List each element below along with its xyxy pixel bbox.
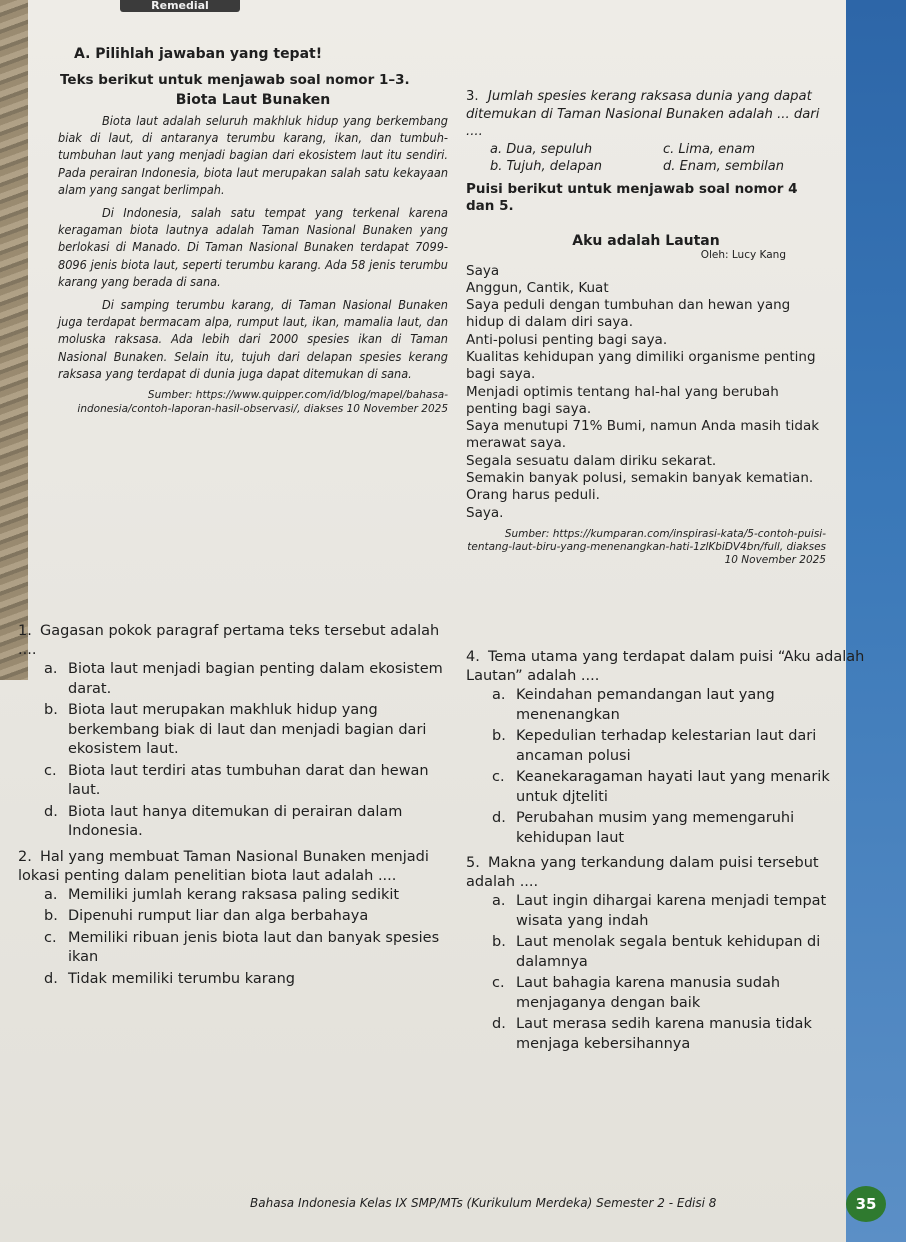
questions-left-column xyxy=(18,622,446,995)
option[interactable] xyxy=(18,701,446,760)
question-stem: Jumlah spesies kerang raksasa dunia yang dapat ditemukan di Taman Nasional Bunaken adalah ... dari .... xyxy=(466,89,820,139)
option[interactable] xyxy=(466,809,866,848)
questions-right-column xyxy=(466,648,866,1060)
poem-intro: Puisi berikut untuk menjawab soal nomor 4 dan 5. xyxy=(466,180,798,214)
page-number-badge: 35 xyxy=(846,1186,886,1222)
option-text: Biota laut menjadi bagian penting dalam ekosistem darat. xyxy=(68,661,443,697)
option-letter: d. xyxy=(492,810,506,826)
option-letter: a. xyxy=(492,893,506,909)
option-text: Laut menolak segala bentuk kehidupan di dalamnya xyxy=(516,934,821,970)
passage-source: Sumber: https://www.quipper.com/id/blog/mapel/bahasa-indonesia/contoh-laporan-hasil-observasi/, diakses 10 November 2025 xyxy=(77,389,448,416)
option[interactable] xyxy=(466,892,866,931)
poem-title: Aku adalah Lautan xyxy=(572,232,720,249)
option-text: Enam, sembilan xyxy=(679,158,784,174)
option[interactable] xyxy=(18,886,446,906)
passage-paragraph: Di samping terumbu karang, di Taman Nasional Bunaken juga terdapat bermacam alpa, rumput laut, ikan, mamalia laut, dan moluska raksasa. Ada lebih dari 2000 spesies ikan di Taman Nasional Bunaken. Selain itu, tujuh dari delapan spesies kerang raksasa yang terdapat di dunia juga dapat ditemukan di sana. xyxy=(58,297,448,381)
right-upper-column xyxy=(466,88,826,567)
option-text: Tidak memiliki terumbu karang xyxy=(68,970,295,987)
option-letter: a. xyxy=(44,661,58,677)
poem-source: Sumber: https://kumparan.com/inspirasi-kata/5-contoh-puisi-tentang-laut-biru-yang-menenangkan-hati-1zlKbiDV4bn/full, diakses 10 November 2025 xyxy=(467,527,826,566)
wooden-table-edge xyxy=(0,0,28,680)
option-letter: c. xyxy=(492,975,505,991)
option[interactable] xyxy=(18,762,446,801)
remedial-header-tag: Remedial xyxy=(120,0,240,12)
option-text: Biota laut merupakan makhluk hidup yang berkembang biak di laut dan menjadi bagian dari ekosistem laut. xyxy=(68,702,427,757)
question-number: 1. xyxy=(18,623,32,639)
question-number: 4. xyxy=(466,649,480,665)
question-3 xyxy=(466,88,826,141)
option-letter: a. xyxy=(492,687,506,703)
question-stem: Hal yang membuat Taman Nasional Bunaken menjadi lokasi penting dalam penelitian biota laut adalah .... xyxy=(18,848,429,884)
option-text: Kepedulian terhadap kelestarian laut dari ancaman polusi xyxy=(516,728,817,764)
option[interactable] xyxy=(663,158,826,175)
passage-paragraph: Biota laut adalah seluruh makhluk hidup yang berkembang biak di laut, di antaranya terumbu karang, ikan, dan tumbuh-tumbuhan laut yang menjadi bagian dari ekosistem laut itu sendiri. Pada perairan Indonesia, biota laut merupakan salah satu kekayaan alam yang sangat berlimpah. xyxy=(58,113,448,197)
option[interactable] xyxy=(466,1015,866,1054)
option-text: Laut ingin dihargai karena menjadi tempat wisata yang indah xyxy=(516,893,827,929)
option-letter: c. xyxy=(44,762,57,779)
poem-line: Saya peduli dengan tumbuhan dan hewan yang hidup di dalam diri saya. xyxy=(466,297,791,331)
option[interactable] xyxy=(18,970,446,990)
option-letter: b. xyxy=(490,158,503,174)
option[interactable] xyxy=(466,974,866,1013)
option[interactable] xyxy=(18,907,446,927)
option[interactable] xyxy=(466,768,866,807)
passage xyxy=(58,92,448,416)
question-1 xyxy=(18,622,446,842)
question-4 xyxy=(466,648,866,848)
question-5 xyxy=(466,854,866,1054)
question-number: 3. xyxy=(466,89,479,104)
poem-line: Segala sesuatu dalam diriku sekarat. xyxy=(466,452,717,469)
question-stem: Makna yang terkandung dalam puisi tersebut adalah .... xyxy=(466,855,819,890)
passage-title: Biota Laut Bunaken xyxy=(175,92,331,108)
question-2 xyxy=(18,848,446,990)
option[interactable] xyxy=(490,158,653,175)
option-letter: a. xyxy=(44,886,58,903)
option-text: Laut merasa sedih karena manusia tidak menjaga kebersihannya xyxy=(516,1016,812,1052)
poem-line: Saya menutupi 71% Bumi, namun Anda masih tidak merawat saya. xyxy=(466,418,820,452)
option-text: Laut bahagia karena manusia sudah menjaganya dengan baik xyxy=(516,975,781,1011)
option-letter: b. xyxy=(492,728,506,744)
option-letter: b. xyxy=(44,702,58,718)
option-text: Lima, enam xyxy=(678,141,756,157)
poem-line: Semakin banyak polusi, semakin banyak kematian. xyxy=(466,470,814,487)
option[interactable] xyxy=(490,141,653,158)
question-stem: Gagasan pokok paragraf pertama teks tersebut adalah .... xyxy=(18,623,440,658)
passage-intro: Teks berikut untuk menjawab soal nomor 1–3. xyxy=(60,72,410,88)
option-text: Dua, sepuluh xyxy=(506,141,593,157)
option[interactable] xyxy=(18,803,446,842)
question-stem: Tema utama yang terdapat dalam puisi “Aku adalah Lautan” adalah .... xyxy=(466,649,865,684)
poem-line: Saya xyxy=(466,262,500,279)
option-letter: d. xyxy=(492,1016,506,1032)
question-number: 5. xyxy=(466,855,480,871)
poem-body xyxy=(466,263,826,522)
question-3-options xyxy=(466,141,826,175)
option-text: Dipenuhi rumput liar dan alga berbahaya xyxy=(68,908,369,924)
option[interactable] xyxy=(466,686,866,725)
option[interactable] xyxy=(663,141,826,158)
option-letter: c. xyxy=(663,141,675,157)
question-number: 2. xyxy=(18,848,32,865)
poem-line: Orang harus peduli. xyxy=(466,487,600,504)
poem-line: Saya. xyxy=(466,504,504,521)
option[interactable] xyxy=(18,660,446,699)
poem-line: Anti-polusi penting bagi saya. xyxy=(466,331,668,348)
option-text: Keanekaragaman hayati laut yang menarik untuk djteliti xyxy=(516,769,830,805)
option-letter: c. xyxy=(44,929,57,946)
poem-line: Menjadi optimis tentang hal-hal yang berubah penting bagi saya. xyxy=(466,383,779,417)
option-letter: b. xyxy=(44,908,58,924)
poem-author: Oleh: Lucy Kang xyxy=(700,248,786,261)
option-text: Tujuh, delapan xyxy=(506,158,603,174)
option[interactable] xyxy=(18,929,446,968)
book-footer: Bahasa Indonesia Kelas IX SMP/MTs (Kurikulum Merdeka) Semester 2 - Edisi 8 xyxy=(250,1196,717,1210)
option-letter: d. xyxy=(44,970,58,987)
passage-paragraph: Di Indonesia, salah satu tempat yang terkenal karena keragaman biota lautnya adalah Taman Nasional Bunaken yang berlokasi di Manado. Di Taman Nasional Bunaken terdapat 7099-8096 jenis biota laut, seperti terumbu karang. Ada 58 jenis terumbu karang yang berada di sana. xyxy=(58,205,448,289)
option-letter: c. xyxy=(492,769,505,785)
option[interactable] xyxy=(466,727,866,766)
poem-line: Kualitas kehidupan yang dimiliki organisme penting bagi saya. xyxy=(466,348,816,383)
option-text: Biota laut hanya ditemukan di perairan dalam Indonesia. xyxy=(68,803,403,839)
option-text: Perubahan musim yang memengaruhi kehidupan laut xyxy=(516,810,795,846)
option[interactable] xyxy=(466,933,866,972)
option-text: Keindahan pemandangan laut yang menenangkan xyxy=(516,687,775,723)
option-letter: d. xyxy=(663,158,676,174)
option-letter: a. xyxy=(490,141,503,157)
option-letter: d. xyxy=(44,803,58,820)
section-title: A. Pilihlah jawaban yang tepat! xyxy=(74,46,323,62)
poem-line: Anggun, Cantik, Kuat xyxy=(466,279,609,296)
option-text: Memiliki jumlah kerang raksasa paling sedikit xyxy=(68,886,400,903)
option-text: Memiliki ribuan jenis biota laut dan banyak spesies ikan xyxy=(68,929,440,965)
option-letter: b. xyxy=(492,934,506,950)
option-text: Biota laut terdiri atas tumbuhan darat dan hewan laut. xyxy=(68,762,429,798)
